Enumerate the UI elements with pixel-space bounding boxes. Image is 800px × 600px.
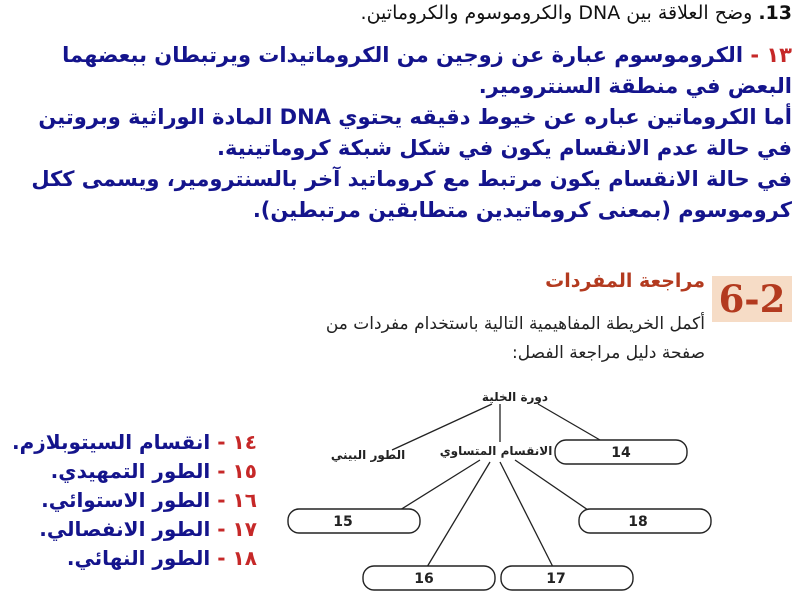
answer-line-1: ١٣ - الكروموسوم عبارة عن زوجين من الكروماتيدات ويرتبطان ببعضهما البعض في منطقة السنترومير. [62,43,792,98]
term-16: ١٦ - الطور الاستوائي. [41,488,257,512]
node-mitosis-label: الانقسام المتساوي [439,444,553,458]
box-14-label: 14 [611,445,631,461]
answer-box-18[interactable] [579,509,711,533]
edge-mitosis-16 [427,462,490,567]
section-instruction: أكمل الخريطة المفاهيمية التالية باستخدام مفردات من صفحة دليل مراجعة الفصل: [325,314,705,363]
term-17: ١٧ - الطور الانفصالي. [39,517,257,541]
answer-box-16[interactable] [363,566,495,590]
question-number: 13. [758,2,792,24]
answer-terms-list [12,428,257,573]
edge-mitosis-18 [515,460,588,510]
section-title: مراجعة المفردات [545,270,705,292]
answer-box-14[interactable] [555,440,687,464]
answer-line-2: أما الكروماتين عباره عن خيوط دقيقه يحتوي DNA المادة الوراثية وبروتين في حالة عدم الانقسام يكون في شكل شبكة كروماتينية. [38,105,792,160]
section-number-badge: 6-2 [712,276,792,322]
term-18: ١٨ - الطور النهائي. [66,546,257,570]
box-15-label: 15 [333,514,353,530]
node-interphase-label: الطور البيني [330,448,406,462]
node-root-label: دورة الخلية [481,390,549,404]
edge-root-14 [538,404,600,440]
box-17-label: 17 [546,571,566,587]
box-18-label: 18 [628,514,648,530]
term-15: ١٥ - الطور التمهيدي. [50,459,257,483]
answer-line-3: في حالة الانقسام يكون مرتبط مع كروماتيد آخر بالسنترومير، ويسمى ككل كروموسوم (بمعنى كروماتيدين متطابقين مرتبطين). [31,167,792,222]
answer-box-15[interactable] [288,509,420,533]
answer-number: ١٣ - [750,43,792,67]
term-14: ١٤ - انقسام السيتوبلازم. [12,430,257,454]
edge-mitosis-17 [500,462,553,567]
question-text: وضح العلاقة بين DNA والكروموسوم والكروماتين. [360,2,753,24]
box-16-label: 16 [414,571,434,587]
answer-box-17[interactable] [501,566,633,590]
edge-mitosis-15 [400,460,480,510]
